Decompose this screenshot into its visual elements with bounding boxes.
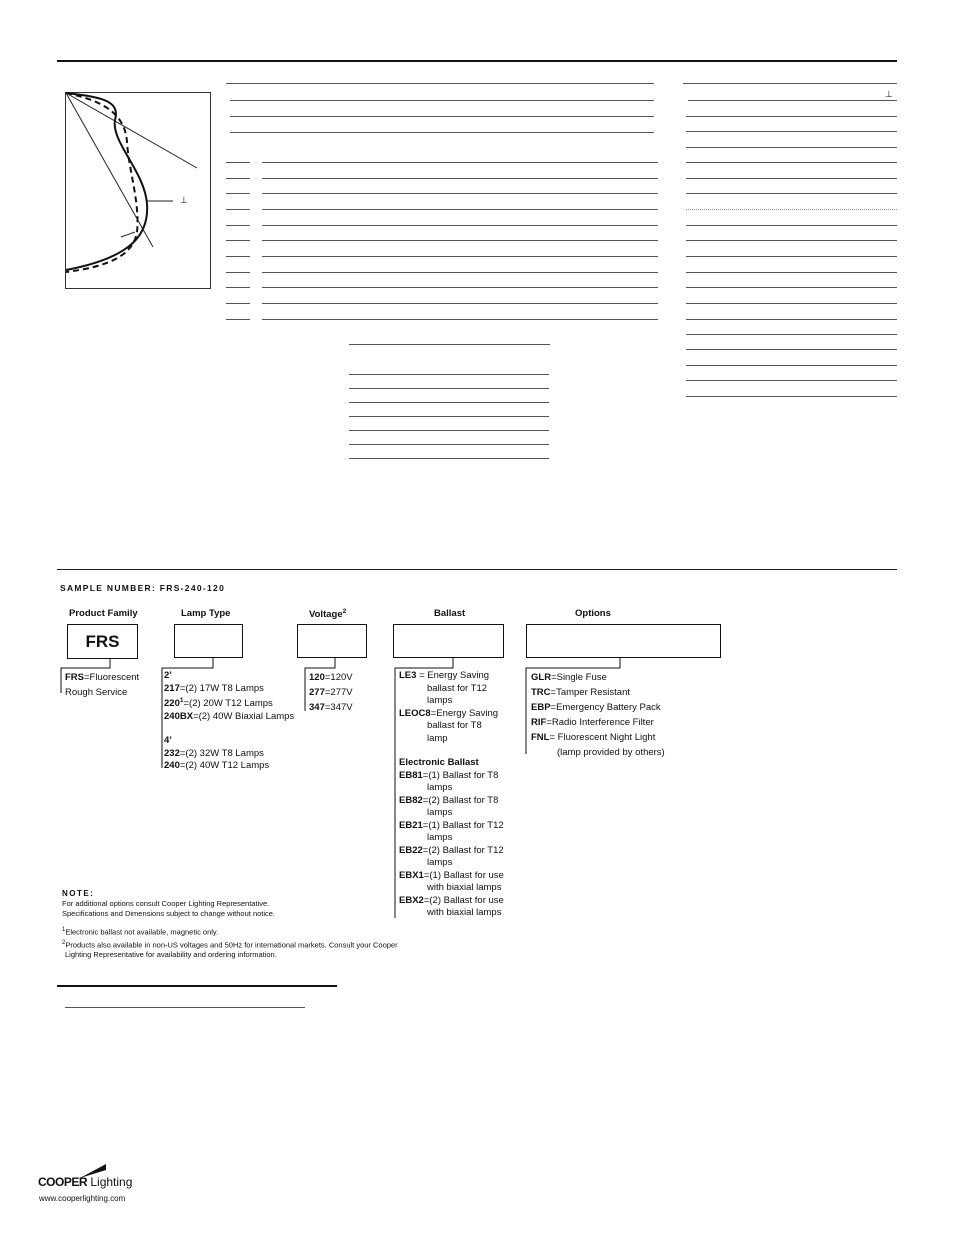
table-rule [262, 240, 658, 241]
desc: =347V [324, 702, 353, 713]
desc: =Energy Saving [430, 707, 499, 719]
desc: =Fluorescent [84, 672, 140, 683]
code: 120 [309, 672, 325, 683]
lamp-group-head: 2’ [164, 670, 172, 681]
code: RIF [531, 717, 547, 728]
table-rule [686, 240, 897, 241]
table-rule [226, 303, 250, 304]
desc: =(1) Ballast for T12 [422, 819, 504, 831]
code: 220 [164, 698, 180, 710]
list-item [399, 770, 504, 783]
table-rule [686, 365, 897, 366]
table-rule [349, 374, 549, 375]
table-rule [686, 178, 897, 179]
product-family-code: FRS [85, 632, 120, 651]
table-rule [262, 272, 658, 273]
logo-text [38, 1175, 132, 1189]
desc: =(2) 17W T8 Lamps [179, 682, 264, 694]
table-rule [226, 193, 250, 194]
table-rule [686, 162, 897, 163]
code: 277 [309, 687, 325, 698]
spacer [164, 723, 294, 735]
table-rule [230, 100, 654, 101]
notes-line: For additional options consult Cooper Lighting Representative. [62, 899, 270, 908]
list-item [309, 670, 353, 685]
code: GLR [531, 672, 552, 683]
code: EB22 [399, 844, 423, 856]
list-item [164, 760, 294, 773]
ballast-group-head: Electronic Ballast [399, 757, 479, 768]
code: EB81 [399, 769, 423, 781]
code: EBX2 [399, 894, 424, 906]
voltage-list [309, 670, 353, 715]
table-rule [226, 272, 250, 273]
desc-cont: lamps [427, 857, 453, 868]
table-rule [226, 319, 250, 320]
col-header-options: Options [575, 608, 611, 619]
code: 240 [164, 760, 180, 772]
table-rule [262, 193, 658, 194]
code: EB21 [399, 819, 423, 831]
ballast-list [399, 670, 504, 920]
options-box [526, 624, 721, 658]
table-rule [226, 240, 250, 241]
voltage-box [297, 624, 367, 658]
list-item [164, 683, 294, 696]
table-rule [262, 303, 658, 304]
footnote [62, 925, 398, 938]
code: FRS [65, 672, 84, 683]
list-item [531, 685, 665, 700]
code: 232 [164, 747, 180, 759]
sup: 1 [179, 697, 184, 704]
list-item [309, 685, 353, 700]
table-rule [686, 396, 897, 397]
desc-cont: lamps [427, 695, 453, 706]
table-rule [686, 225, 897, 226]
table-rule [686, 287, 897, 288]
table-rule [686, 147, 897, 148]
notes-line: Specifications and Dimensions subject to change without notice. [62, 909, 276, 918]
list-item [399, 795, 504, 808]
table-rule [230, 116, 654, 117]
desc: =Radio Interference Filter [546, 717, 654, 728]
table-rule [349, 458, 549, 459]
code: 217 [164, 682, 180, 694]
footnote-text: Products also available in non-US voltages and 50Hz for international markets. Consult your Cooper [65, 940, 398, 949]
table-rule [262, 256, 658, 257]
voltage-label: Voltage [309, 609, 343, 621]
desc-cont: lamps [427, 807, 453, 818]
col-header-voltage [309, 608, 346, 620]
lamp-type-box [174, 624, 243, 658]
notes [62, 889, 398, 960]
voltage-sup: 2 [342, 608, 347, 615]
ordering-rule [57, 569, 897, 570]
table-rule [686, 303, 897, 304]
ballast-box [393, 624, 504, 658]
product-family-box [67, 624, 138, 659]
code: EB82 [399, 794, 423, 806]
desc-cont: with biaxial lamps [427, 882, 502, 893]
table-rule [686, 380, 897, 381]
table-rule [686, 256, 897, 257]
table-rule [226, 178, 250, 179]
lower-rule [57, 985, 337, 987]
desc: =(2) Ballast for T12 [422, 844, 504, 856]
table-rule [686, 349, 897, 350]
desc-cont: ballast for T8 [427, 720, 482, 731]
table-rule [262, 209, 658, 210]
table-rule [688, 100, 897, 101]
table-rule [686, 319, 897, 320]
sample-number: SAMPLE NUMBER: FRS-240-120 [60, 583, 226, 593]
desc: =Tamper Resistant [550, 687, 630, 698]
logo-brand-2: Lighting [87, 1175, 133, 1189]
lamp-type-list [164, 670, 294, 773]
code: LEOC8 [399, 707, 431, 719]
code: LE3 [399, 670, 417, 681]
table-rule [349, 344, 550, 345]
list-item [309, 700, 353, 715]
code: EBP [531, 702, 551, 713]
table-rule [686, 193, 897, 194]
list-item: Rough Service [65, 687, 128, 698]
table-rule [262, 178, 658, 179]
desc: =277V [324, 687, 353, 698]
table-rule [686, 116, 897, 117]
desc-cont: with biaxial lamps [427, 907, 502, 918]
desc: = Fluorescent Night Light [549, 732, 656, 743]
desc: =(2) 32W T8 Lamps [179, 747, 264, 759]
table-rule [226, 209, 250, 210]
list-item [399, 870, 504, 883]
footnote [62, 938, 398, 951]
list-item [531, 715, 665, 730]
table-rule [262, 287, 658, 288]
desc-cont: (lamp provided by others) [557, 747, 665, 758]
top-rule [57, 60, 897, 62]
footer-url[interactable]: www.cooperlighting.com [39, 1194, 126, 1203]
table-rule [226, 83, 654, 84]
footnote-cont: Lighting Representative for availability and ordering information. [65, 950, 277, 959]
desc: = Energy Saving [416, 670, 490, 681]
desc-cont: lamps [427, 782, 453, 793]
desc-cont: lamps [427, 832, 453, 843]
desc: =(2) Ballast for use [423, 894, 504, 906]
list-item [164, 711, 294, 724]
table-rule [262, 319, 658, 320]
lamp-group-head: 4’ [164, 735, 172, 747]
list-item [164, 748, 294, 761]
product-family-list [65, 670, 139, 700]
desc-cont: ballast for T12 [427, 682, 488, 694]
table-rule [683, 83, 897, 84]
table-rule [686, 272, 897, 273]
table-rule [686, 131, 897, 132]
desc: =Single Fuse [551, 672, 607, 683]
table-rule [262, 225, 658, 226]
desc: =(2) 40W T12 Lamps [179, 760, 270, 772]
options-list [531, 670, 665, 760]
candela-curve [65, 92, 211, 289]
spacer [399, 745, 504, 757]
table-rule [349, 402, 549, 403]
table-rule [349, 430, 549, 431]
table-rule [226, 225, 250, 226]
desc: =Emergency Battery Pack [550, 702, 661, 713]
table-rule [262, 162, 658, 163]
lower-rule [65, 1007, 305, 1008]
table-rule [349, 388, 549, 389]
col-header-product-family: Product Family [69, 608, 138, 619]
list-item [531, 730, 665, 745]
footnote-sup: 2 [62, 939, 66, 946]
table-rule [349, 416, 549, 417]
list-item [164, 695, 294, 711]
desc: =(2) 20W T12 Lamps [183, 698, 273, 710]
table-rule [230, 132, 654, 133]
code: TRC [531, 687, 551, 698]
col-header-lamp-type: Lamp Type [181, 608, 231, 619]
right-table-tick-label: ⊥ [885, 89, 893, 99]
code: 240BX [164, 710, 194, 722]
col-header-ballast: Ballast [434, 608, 466, 619]
list-item [65, 670, 139, 685]
table-rule [686, 209, 897, 210]
desc: =(1) Ballast for T8 [422, 769, 499, 781]
notes-head: NOTE: [62, 889, 95, 898]
desc: =(2) 40W Biaxial Lamps [193, 710, 295, 722]
table-rule [349, 444, 549, 445]
footnote-sup: 1 [62, 927, 66, 933]
desc: =(2) Ballast for T8 [422, 794, 499, 806]
table-rule [686, 334, 897, 335]
footnote-text: Electronic ballast not available, magnetic only. [65, 927, 219, 937]
photometric-graph [65, 92, 211, 289]
list-item [399, 670, 504, 683]
list-item [399, 895, 504, 908]
table-rule [226, 287, 250, 288]
table-rule [226, 256, 250, 257]
desc: =(1) Ballast for use [423, 869, 504, 881]
list-item [399, 820, 504, 833]
list-item [531, 670, 665, 685]
table-rule [226, 162, 250, 163]
code: EBX1 [399, 869, 424, 881]
desc-cont: lamp [427, 732, 448, 744]
list-item [531, 700, 665, 715]
code: 347 [309, 702, 325, 713]
cooper-logo [38, 1162, 158, 1192]
code: FNL [531, 732, 550, 743]
list-item [399, 845, 504, 858]
desc: =120V [324, 672, 353, 683]
logo-brand: COOPER [38, 1175, 88, 1189]
graph-tick-label: ⊥ [180, 195, 188, 205]
list-item [399, 708, 504, 721]
